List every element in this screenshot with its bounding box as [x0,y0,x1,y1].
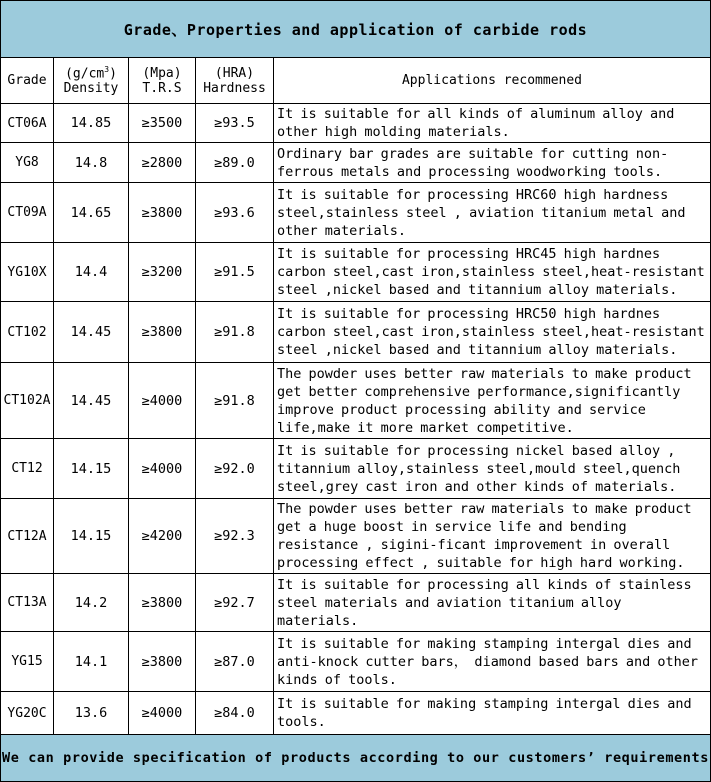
grade-cell: CT102 [1,302,54,363]
density-cell: 14.45 [54,363,129,439]
header-density-label: Density [63,81,119,97]
header-grade [1,58,54,104]
trs-cell: ≥3500 [129,104,196,143]
application-cell: It is suitable for all kinds of aluminum alloy and other high molding materials. [274,104,711,143]
header-grade-label: Grade [7,73,47,88]
header-hardness-unit: (HRA) [214,65,255,81]
table-row [1,499,711,574]
density-cell: 14.2 [54,574,129,632]
footer-note: We can provide specification of products according to our customers’ requirements [1,735,711,782]
density-cell: 14.85 [54,104,129,143]
table-row [1,243,711,302]
grade-cell: CT09A [1,183,54,243]
table-row [1,574,711,632]
density-cell: 14.45 [54,302,129,363]
grade-cell: CT13A [1,574,54,632]
header-trs-unit: (Mpa) [142,65,182,81]
trs-cell: ≥3800 [129,574,196,632]
table-row [1,104,711,143]
header-density [54,58,129,104]
application-cell: The powder uses better raw materials to make product get better comprehensive performance,significantly improve product processing ability and service life,make it more market competitive. [274,363,711,439]
header-hardness-label: Hardness [203,80,266,96]
trs-cell: ≥4000 [129,363,196,439]
density-cell: 14.1 [54,632,129,692]
application-cell: The powder uses better raw materials to make product get a huge boost in service life and bending resistance , sigini-ficant improvement in overall processing effect , suitable for high hard working. [274,499,711,574]
grade-cell: CT12A [1,499,54,574]
hardness-cell: ≥92.3 [196,499,274,574]
table-row [1,302,711,363]
density-unit-sup: 3 [104,64,110,74]
density-unit-prefix: (g/cm [65,66,105,82]
table-title: Grade、Properties and application of carbide rods [1,1,711,58]
application-cell: It is suitable for processing HRC60 high hardness steel,stainless steel , aviation titanium metal and other materials. [274,183,711,243]
footer-row [1,735,711,782]
application-cell: It is suitable for processing HRC45 high hardnes carbon steel,cast iron,stainless steel,heat-resistant steel ,nickel based and titannium alloy materials. [274,243,711,302]
trs-cell: ≥3800 [129,302,196,363]
table-row [1,363,711,439]
trs-cell: ≥4000 [129,439,196,499]
hardness-cell: ≥89.0 [196,143,274,183]
hardness-cell: ≥92.0 [196,439,274,499]
table-row [1,183,711,243]
hardness-cell: ≥91.5 [196,243,274,302]
application-cell: It is suitable for processing nickel based alloy , titannium alloy,stainless steel,mould steel,quench steel,grey cast iron and other kinds of materials. [274,439,711,499]
grade-cell: YG20C [1,692,54,735]
application-cell: It is suitable for making stamping intergal dies and tools. [274,692,711,735]
table-row [1,692,711,735]
header-row [1,58,711,104]
grade-cell: CT12 [1,439,54,499]
application-cell: Ordinary bar grades are suitable for cutting non-ferrous metals and processing woodworking tools. [274,143,711,183]
trs-cell: ≥4200 [129,499,196,574]
table-row [1,439,711,499]
hardness-cell: ≥91.8 [196,363,274,439]
trs-cell: ≥4000 [129,692,196,735]
density-unit-suffix: ) [109,66,117,82]
trs-cell: ≥2800 [129,143,196,183]
header-trs-label: T.R.S [142,80,182,96]
grade-cell: CT06A [1,104,54,143]
density-cell: 13.6 [54,692,129,735]
hardness-cell: ≥84.0 [196,692,274,735]
hardness-cell: ≥93.5 [196,104,274,143]
grade-cell: YG15 [1,632,54,692]
grade-cell: YG10X [1,243,54,302]
table-row [1,632,711,692]
trs-cell: ≥3800 [129,183,196,243]
header-trs [129,58,196,104]
hardness-cell: ≥91.8 [196,302,274,363]
hardness-cell: ≥93.6 [196,183,274,243]
header-applications: Applications recommened [274,58,711,104]
application-cell: It is suitable for processing HRC50 high hardnes carbon steel,cast iron,stainless steel,heat-resistant steel ,nickel based and titannium alloy materials. [274,302,711,363]
density-cell: 14.15 [54,499,129,574]
application-cell: It is suitable for processing all kinds of stainless steel materials and aviation titanium alloy materials. [274,574,711,632]
density-cell: 14.15 [54,439,129,499]
density-cell: 14.4 [54,243,129,302]
grade-cell: CT102A [1,363,54,439]
density-cell: 14.65 [54,183,129,243]
hardness-cell: ≥87.0 [196,632,274,692]
density-cell: 14.8 [54,143,129,183]
title-row [1,1,711,58]
application-cell: It is suitable for making stamping intergal dies and anti-knock cutter bars， diamond based bars and other kinds of tools. [274,632,711,692]
trs-cell: ≥3200 [129,243,196,302]
header-density-unit [54,65,128,81]
table-row [1,143,711,183]
hardness-cell: ≥92.7 [196,574,274,632]
header-hardness [196,58,274,104]
trs-cell: ≥3800 [129,632,196,692]
grade-cell: YG8 [1,143,54,183]
